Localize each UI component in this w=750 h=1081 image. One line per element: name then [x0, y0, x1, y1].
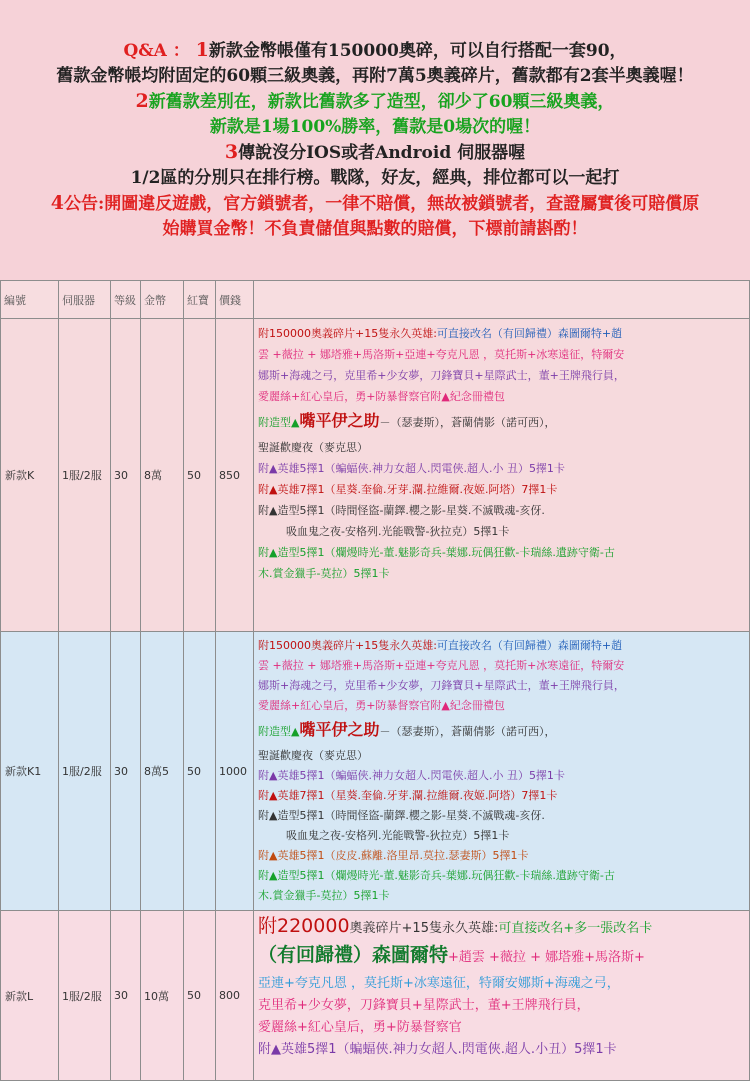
header-desc: [254, 281, 750, 319]
row-price: 1000: [216, 632, 254, 911]
qa-line-4: 新款是1場100%勝率，舊款是0場次的喔！: [209, 117, 541, 137]
row-server: 1服/2服: [59, 911, 111, 1081]
row-ruby: 50: [184, 911, 216, 1081]
row-coins: 8萬: [141, 319, 184, 632]
row-id: 新款K: [1, 319, 59, 632]
header-level: 等級: [111, 281, 141, 319]
account-table: [0, 280, 750, 1081]
qa-line-8: 始購買金幣！不負責儲值與點數的賠償，下標前請斟酌！: [162, 219, 588, 239]
row-description: 附220000奧義碎片+15隻永久英雄:可直接改名+多一張改名卡 （有回歸禮）森圖爾特+趙雲 +薇拉 + 娜塔雅+馬洛斯+ 亞連+夸克凡恩 ，莫托斯+冰寒遠征，特爾安娜斯+海魂之弓， 克里希+少女夢，刀鋒寶貝+星際武士，董+王牌飛行員， 愛麗絲+紅心皇后，勇+防暴督察官 附▲英雄5擇1（蝙蝠俠.神力女超人.閃電俠.超人.小丑）5擇1卡: [254, 911, 750, 1081]
header-server: 伺服器: [59, 281, 111, 319]
row-coins: 8萬5: [141, 632, 184, 911]
qa-line-6: 1/2區的分別只在排行榜。戰隊，好友，經典，排位都可以一起打: [130, 168, 620, 188]
row-price: 800: [216, 911, 254, 1081]
qa-notice: [0, 0, 750, 280]
row-description: 附150000奧義碎片+15隻永久英雄:可直接改名（有回歸禮）森圖爾特+趙 雲 +薇拉 + 娜塔雅+馬洛斯+亞連+夸克凡恩 ，莫托斯+冰寒遠征，特爾安 娜斯+海魂之弓，克里希+少女夢，刀鋒寶貝+星際武士，董+王牌飛行員， 愛麗絲+紅心皇后，勇+防暴督察官附▲紀念冊禮包 附造型▲嘴平伊之助－（瑟妻斯），蒼蘭倩影（諾可西）， 聖誕歡慶夜（麥克思） 附▲英雄5擇1（蝙蝠俠.神力女超人.閃電俠.超人.小 丑）5擇1卡 附▲英雄7擇1（星葵.奎倫.牙芽.瀾.拉維爾.夜姬.阿塔）7擇1卡 附▲造型5擇1（時間怪盜-蘭鐸.櫻之影-星葵.不滅戰魂-亥伢. 吸血鬼之夜-安格列.光能戰警-狄拉克）5擇1卡 附▲造型5擇1（爛熳時光-董.魅影奇兵-葉娜.玩偶狂歡-卡瑞絲.遺跡守衛-古 木.賞金獵手-莫拉）5擇1卡: [254, 319, 750, 632]
table-row: [1, 911, 750, 1081]
row-id: 新款K1: [1, 632, 59, 911]
qa-line-3: 2新舊款差別在，新款比舊款多了造型，卻少了60顆三級奧義，: [135, 90, 615, 112]
qa-line-1: Q&A ： 1新款金幣帳僅有150000奧碎，可以自行搭配一套90，: [123, 39, 627, 61]
header-coins: 金幣: [141, 281, 184, 319]
header-id: 編號: [1, 281, 59, 319]
row-ruby: 50: [184, 632, 216, 911]
header-price: 價錢: [216, 281, 254, 319]
header-ruby: 紅寶: [184, 281, 216, 319]
row-ruby: 50: [184, 319, 216, 632]
row-level: 30: [111, 632, 141, 911]
qa-line-7: 4公告:開圖違反遊戲，官方鎖號者，一律不賠償，無故被鎖號者，查證屬實後可賠償原: [50, 192, 700, 214]
qa-line-2: 舊款金幣帳均附固定的60顆三級奧義，再附7萬5奧義碎片，舊款都有2套半奧義喔！: [56, 66, 694, 86]
row-price: 850: [216, 319, 254, 632]
row-level: 30: [111, 911, 141, 1081]
table-row: [1, 632, 750, 911]
table-header: [1, 281, 750, 319]
row-description: 附150000奧義碎片+15隻永久英雄:可直接改名（有回歸禮）森圖爾特+趙 雲 +薇拉 + 娜塔雅+馬洛斯+亞連+夸克凡恩 ，莫托斯+冰寒遠征，特爾安 娜斯+海魂之弓，克里希+少女夢，刀鋒寶貝+星際武士，董+王牌飛行員， 愛麗絲+紅心皇后，勇+防暴督察官附▲紀念冊禮包 附造型▲嘴平伊之助－（瑟妻斯），蒼蘭倩影（諾可西）， 聖誕歡慶夜（麥克思） 附▲英雄5擇1（蝙蝠俠.神力女超人.閃電俠.超人.小 丑）5擇1卡 附▲英雄7擇1（星葵.奎倫.牙芽.瀾.拉維爾.夜姬.阿塔）7擇1卡 附▲造型5擇1（時間怪盜-蘭鐸.櫻之影-星葵.不滅戰魂-亥伢. 吸血鬼之夜-安格列.光能戰警-狄拉克）5擇1卡 附▲英雄5擇1（皮皮.蘇離.洛里昂.莫拉.瑟妻斯）5擇1卡 附▲造型5擇1（爛熳時光-董.魅影奇兵-葉娜.玩偶狂歡-卡瑞絲.遺跡守衛-古 木.賞金獵手-莫拉）5擇1卡: [254, 632, 750, 911]
row-id: 新款L: [1, 911, 59, 1081]
row-server: 1服/2服: [59, 632, 111, 911]
qa-line-5: 3傳說沒分IOS或者Android 伺服器喔: [224, 141, 526, 163]
row-level: 30: [111, 319, 141, 632]
table-row: [1, 319, 750, 632]
row-server: 1服/2服: [59, 319, 111, 632]
row-coins: 10萬: [141, 911, 184, 1081]
